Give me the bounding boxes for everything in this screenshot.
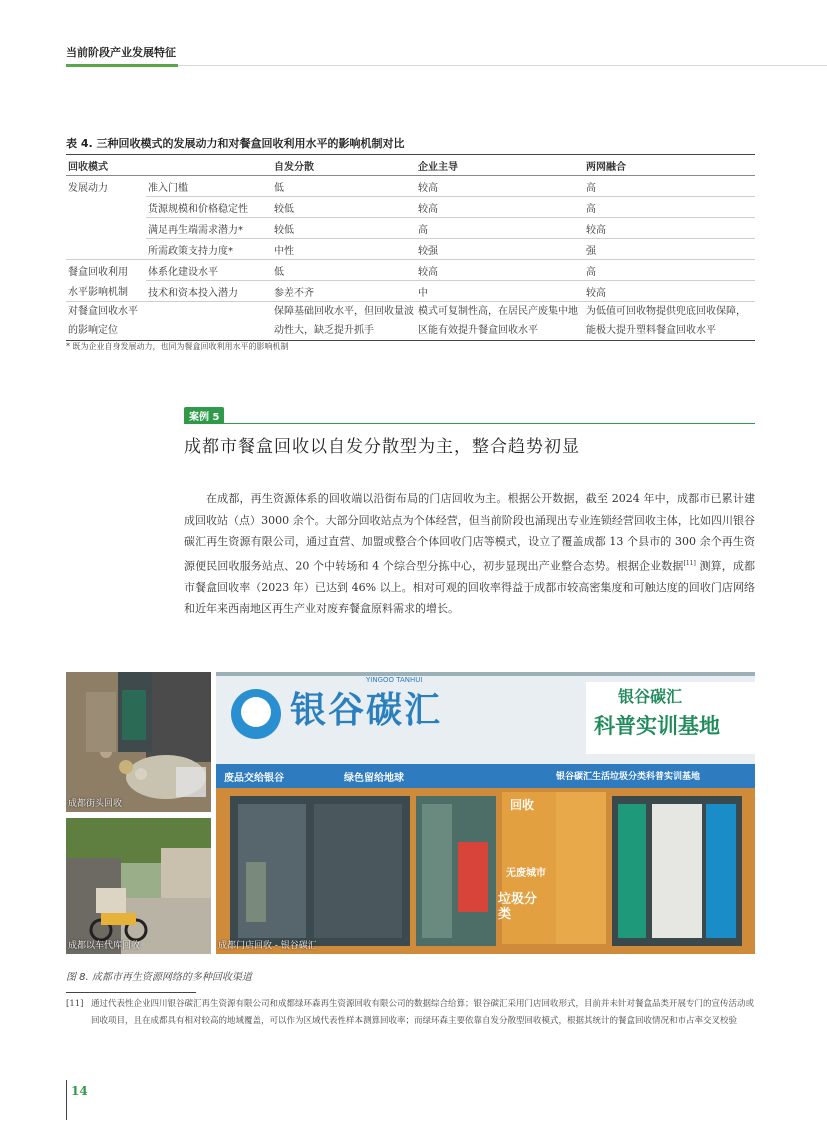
table-cell: 较高 — [416, 197, 584, 218]
table-row — [66, 239, 755, 260]
case-title: 成都市餐盒回收以自发分散型为主，整合趋势初显 — [184, 437, 580, 457]
table-cell: 模式可复制性高，在居民产废集中地区能有效提升餐盒回收水平 — [416, 302, 584, 341]
case-text: 在成都，再生资源体系的回收端以沿街布局的门店回收为主。根据公开数据，截至 2024 年中，成都市已累计建成回收站（点）3000 余个。大部分回收站点为个体经营，但当前阶段也涌现出专业连锁经营回收主体，比如四川银谷碳汇再生资源有限公司，通过直营、加盟或整合个体回收门店等模式，设立了覆盖成都 13 个县市的 300 余个再生资源便民回收服务站点、20 个中转场和 4 个综合型分拣中心，初步显现出产业整合态势。根据企业数据 — [184, 492, 755, 573]
header-accent-bar — [66, 64, 178, 67]
vehicle-recycling-illustration — [66, 818, 211, 954]
table-header-cell: 两网融合 — [584, 155, 755, 176]
table-row — [66, 302, 755, 341]
table-cell: 体系化建设水平 — [146, 260, 272, 281]
table-cell: 较高 — [584, 218, 755, 239]
table-cell: 所需政策支持力度* — [146, 239, 272, 260]
table-cell: 高 — [584, 197, 755, 218]
table-cell — [66, 197, 146, 218]
table-cell: 中性 — [272, 239, 416, 260]
banner-text-right: 银谷碳汇生活垃圾分类科普实训基地 — [556, 772, 701, 782]
street-recycling-illustration — [66, 672, 211, 812]
table-cell: 高 — [584, 176, 755, 197]
table-cell: 餐盒回收利用 — [68, 266, 128, 278]
table-cell: 较低 — [272, 218, 416, 239]
photo-vehicle-recycling — [66, 818, 211, 954]
table-cell — [146, 302, 272, 341]
table-cell: 低 — [272, 260, 416, 281]
table-cell: 低 — [272, 176, 416, 197]
poster-text: 垃圾分类 — [498, 892, 538, 922]
photo-storefront — [216, 672, 755, 954]
banner-text-left: 废品交给银谷 — [224, 773, 284, 784]
table-cell: 参差不齐 — [272, 281, 416, 302]
table-header-cell: 企业主导 — [416, 155, 584, 176]
banner-text-mid: 绿色留给地球 — [344, 773, 404, 784]
photo-caption: 成都以车代库回收 — [68, 941, 141, 951]
photo-caption: 成都门店回收 - 银谷碳汇 — [218, 941, 317, 951]
table-header-cell: 回收模式 — [66, 155, 146, 176]
table-row — [66, 218, 755, 239]
table-footnote: * 既为企业自身发展动力，也同为餐盒回收利用水平的影响机制 — [66, 342, 289, 351]
table-cell — [66, 239, 146, 260]
store-sign-right-2: 科普实训基地 — [594, 714, 720, 738]
table-row — [66, 260, 755, 281]
footnote-number: [11] — [66, 999, 84, 1009]
table-row — [66, 281, 755, 302]
case-badge: 案例 5 — [184, 407, 224, 424]
table-cell: 技术和资本投入潜力 — [146, 281, 272, 302]
table-caption: 表 4. 三种回收模式的发展动力和对餐盒回收利用水平的影响机制对比 — [66, 137, 405, 150]
photo-caption: 成都街头回收 — [68, 799, 123, 809]
store-sign-right-1: 银谷碳汇 — [618, 687, 683, 706]
footnote-divider — [66, 992, 196, 993]
table-header-cell: 自发分散 — [272, 155, 416, 176]
header-divider — [66, 65, 827, 66]
table-cell: 准入门槛 — [146, 176, 272, 197]
table-cell: 高 — [584, 260, 755, 281]
case-body — [184, 488, 755, 620]
case-divider — [184, 423, 755, 424]
table-cell: 较低 — [272, 197, 416, 218]
case-text: 测算，成都市餐盒回收率（2023 年）已达到 46% 以上。相对可观的回收率得益于成都市较高密集度和可触达度的回收门店网络和近年来西南地区再生产业对废弃餐盒原料需求的增长。 — [184, 559, 756, 616]
store-sign-sub: YINGOO TANHUI — [366, 676, 423, 684]
table-cell: 发展动力 — [68, 182, 108, 194]
table-cell: 高 — [416, 218, 584, 239]
table-cell: 对餐盒回收水平的影响定位 — [66, 302, 146, 341]
table-header-cell — [146, 155, 272, 176]
footnote-text: 通过代表性企业四川银谷碳汇再生资源有限公司和成都绿环森再生资源回收有限公司的数据综合给算；银谷碳汇采用门店回收形式，目前并未针对餐盒品类开展专门的宣传活动或回收项目，且在成都具有相对较高的地域覆盖，可以作为区域代表性样本测算回收率；而绿环森主要依靠自发分散型回收模式，根据其统计的餐盒回收情况和市占率交叉校验 — [91, 999, 755, 1026]
table-row — [66, 197, 755, 218]
footnote — [66, 996, 757, 1030]
figure-caption: 图 8. 成都市再生资源网络的多种回收渠道 — [66, 972, 252, 983]
section-title: 当前阶段产业发展特征 — [66, 46, 176, 59]
table-cell: 满足再生端需求潜力* — [146, 218, 272, 239]
table-cell: 较高 — [416, 260, 584, 281]
table-cell: 货源规模和价格稳定性 — [146, 197, 272, 218]
store-sign-main: 银谷碳汇 — [290, 690, 443, 731]
table-cell: 较高 — [584, 281, 755, 302]
table-cell: 中 — [416, 281, 584, 302]
table-cell: 水平影响机制 — [66, 281, 146, 302]
photo-street-recycling — [66, 672, 211, 812]
table-cell: 强 — [584, 239, 755, 260]
table-cell: 保障基础回收水平，但回收量波动性大，缺乏提升抓手 — [272, 302, 416, 341]
citation-ref: [11] — [683, 559, 696, 567]
table-row — [66, 176, 755, 197]
comparison-table — [66, 154, 755, 341]
case-paragraph — [184, 488, 755, 620]
page-number-bar — [66, 1080, 67, 1120]
poster-text: 无废城市 — [506, 868, 546, 879]
table-cell: 较强 — [416, 239, 584, 260]
page-number: 14 — [71, 1084, 88, 1098]
poster-text: 回收 — [510, 798, 535, 812]
table-cell: 为低值可回收物提供兜底回收保障，能极大提升塑料餐盒回收水平 — [584, 302, 755, 341]
table-cell: 较高 — [416, 176, 584, 197]
table-cell — [66, 218, 146, 239]
table-header-row — [66, 155, 755, 176]
